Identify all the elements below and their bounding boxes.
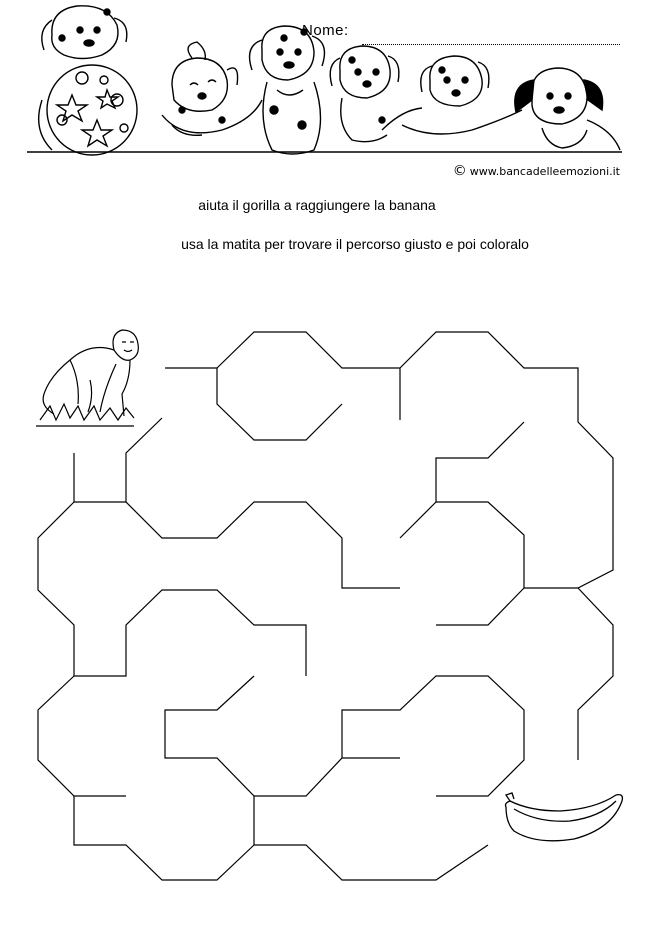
website-credit: www.bancadelleemozioni.it [469, 164, 620, 178]
banana-icon [500, 785, 628, 855]
name-label: Nome: [302, 22, 349, 39]
copyright-icon: © [452, 163, 467, 179]
instruction-line-2: usa la matita per trovare il percorso giusto e poi coloralo [181, 236, 529, 252]
instruction-line-1: aiuta il gorilla a raggiungere la banana [198, 197, 436, 213]
gorilla-icon [30, 320, 140, 430]
